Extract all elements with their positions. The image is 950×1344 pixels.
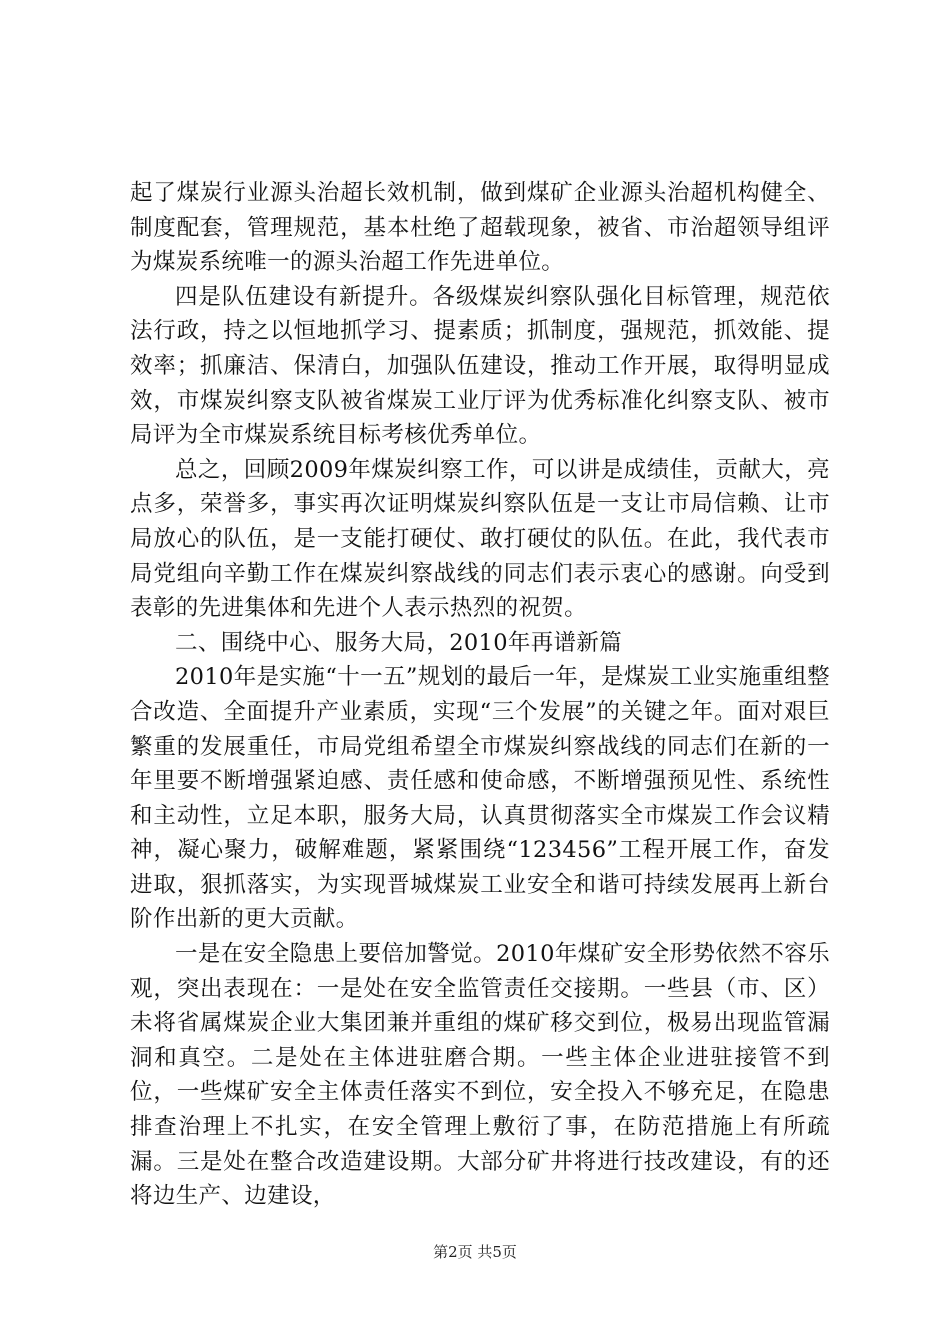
document-body [130,176,830,1214]
page-footer: 第2页 共5页 [433,1243,517,1261]
paragraph-2: 四是队伍建设有新提升。各级煤炭纠察队强化目标管理，规范依法行政，持之以恒地抓学习、提素质；抓制度，强规范，抓效能、提效率；抓廉洁、保清白，加强队伍建设，推动工作开展，取得明显成效，市煤炭纠察支队被省煤炭工业厅评为优秀标准化纠察支队、被市局评为全市煤炭系统目标考核优秀单位。 [130,283,830,449]
paragraph-6: 一是在安全隐患上要倍加警觉。2010年煤矿安全形势依然不容乐观，突出表现在：一是处在安全监管责任交接期。一些县（市、区）未将省属煤炭企业大集团兼并重组的煤矿移交到位，极易出现监管漏洞和真空。二是处在主体进驻磨合期。一些主体企业进驻接管不到位，一些煤矿安全主体责任落实不到位，安全投入不够充足，在隐患排查治理上不扎实，在安全管理上敷衍了事，在防范措施上有所疏漏。三是处在整合改造建设期。大部分矿井将进行技改建设，有的还将边生产、边建设， [130,941,830,1210]
paragraph-3: 总之，回顾2009年煤炭纠察工作，可以讲是成绩佳，贡献大，亮点多，荣誉多，事实再次证明煤炭纠察队伍是一支让市局信赖、让市局放心的队伍，是一支能打硬仗、敢打硬仗的队伍。在此，我代表市局党组向辛勤工作在煤炭纠察战线的同志们表示衷心的感谢。向受到表彰的先进集体和先进个人表示热烈的祝贺。 [130,456,830,622]
paragraph-5: 2010年是实施“十一五”规划的最后一年，是煤炭工业实施重组整合改造、全面提升产业素质，实现“三个发展”的关键之年。面对艰巨繁重的发展重任，市局党组希望全市煤炭纠察战线的同志们在新的一年里要不断增强紧迫感、责任感和使命感，不断增强预见性、系统性和主动性，立足本职，服务大局，认真贯彻落实全市煤炭工作会议精神，凝心聚力，破解难题，紧紧围绕“123456”工程开展工作，奋发进取，狠抓落实，为实现晋城煤炭工业安全和谐可持续发展再上新台阶作出新的更大贡献。 [130,664,830,933]
section-heading: 二、围绕中心、服务大局，2010年再谱新篇 [175,629,623,656]
paragraph-1: 起了煤炭行业源头治超长效机制，做到煤矿企业源头治超机构健全、制度配套，管理规范，基本杜绝了超载现象，被省、市治超领导组评为煤炭系统唯一的源头治超工作先进单位。 [130,180,830,276]
